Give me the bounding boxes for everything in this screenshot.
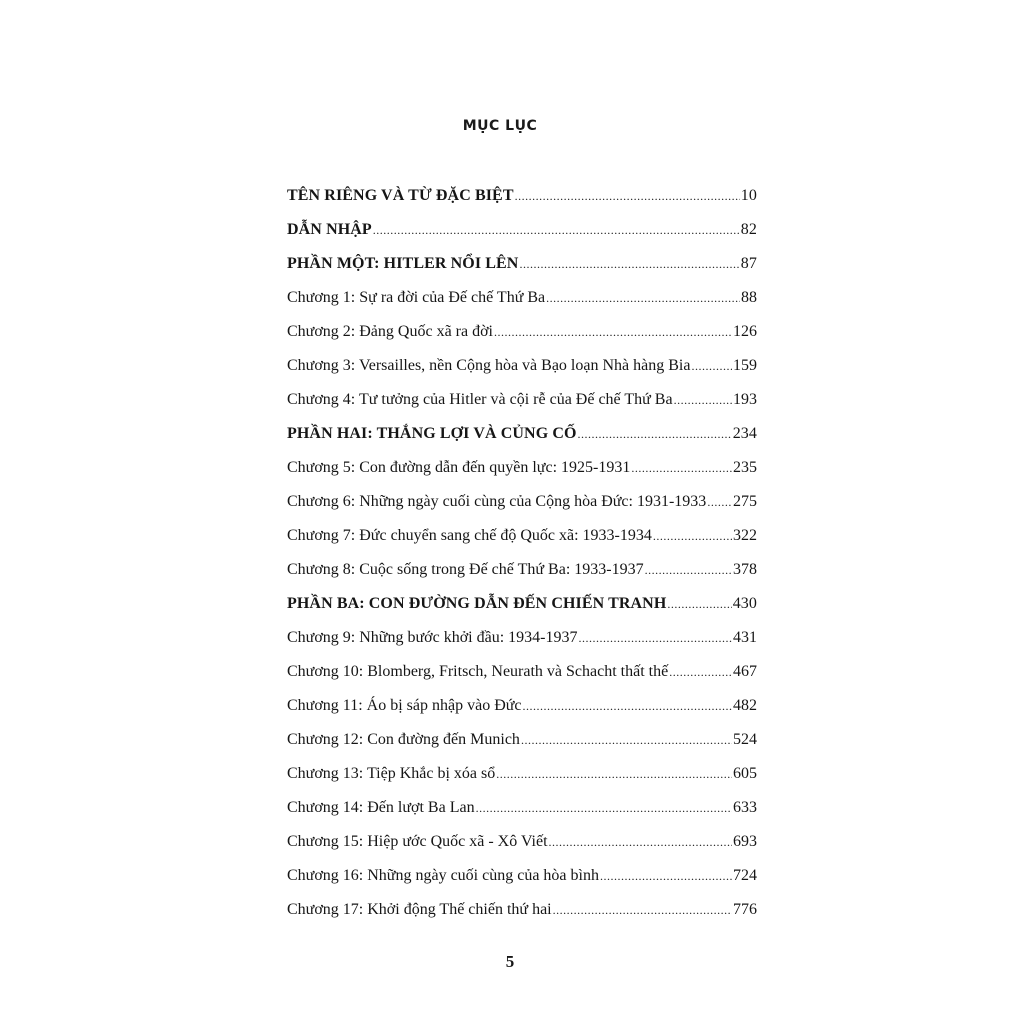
toc-entry-title: Chương 13: Tiệp Khắc bị xóa sổ <box>287 765 496 782</box>
toc-leader-dots <box>645 553 732 587</box>
table-of-contents <box>287 179 757 927</box>
toc-entry-title: Chương 4: Tư tưởng của Hitler và cội rễ của Đế chế Thứ Ba <box>287 391 673 408</box>
toc-entry <box>287 893 757 927</box>
toc-leader-dots <box>707 485 732 519</box>
toc-entry <box>287 859 757 893</box>
toc-entry-title: Chương 10: Blomberg, Fritsch, Neurath và Schacht thất thế <box>287 663 669 680</box>
toc-entry-page: 482 <box>733 697 757 714</box>
toc-entry-title: Chương 11: Áo bị sáp nhập vào Đức <box>287 697 522 714</box>
toc-entry-title: Chương 3: Versailles, nền Cộng hòa và Bạo loạn Nhà hàng Bia <box>287 357 691 374</box>
toc-entry-title: Chương 6: Những ngày cuối cùng của Cộng hòa Đức: 1931-1933 <box>287 493 707 510</box>
toc-entry <box>287 757 757 791</box>
toc-leader-dots <box>669 655 732 689</box>
toc-entry-page: 605 <box>733 765 757 782</box>
toc-entry-title: Chương 8: Cuộc sống trong Đế chế Thứ Ba: 1933-1937 <box>287 561 644 578</box>
toc-entry <box>287 553 757 587</box>
toc-entry-title: Chương 5: Con đường dẫn đến quyền lực: 1925-1931 <box>287 459 631 476</box>
page-number: 5 <box>505 952 515 971</box>
toc-entry-title: TÊN RIÊNG VÀ TỪ ĐẶC BIỆT <box>287 187 514 204</box>
toc-entry-page: 193 <box>733 391 757 408</box>
toc-entry-title: Chương 9: Những bước khởi đầu: 1934-1937 <box>287 629 578 646</box>
toc-entry-title: Chương 14: Đến lượt Ba Lan <box>287 799 475 816</box>
toc-leader-dots <box>553 893 732 927</box>
toc-entry-title: Chương 7: Đức chuyển sang chế độ Quốc xã: 1933-1934 <box>287 527 652 544</box>
toc-leader-dots <box>653 519 732 553</box>
toc-entry <box>287 281 757 315</box>
toc-entry-title: Chương 17: Khởi động Thế chiến thứ hai <box>287 901 552 918</box>
toc-leader-dots <box>674 383 732 417</box>
toc-entry <box>287 689 757 723</box>
toc-entry-page: 234 <box>732 425 757 442</box>
toc-entry-title: Chương 1: Sự ra đời của Đế chế Thứ Ba <box>287 289 546 306</box>
toc-leader-dots <box>578 417 732 451</box>
toc-entry <box>287 213 757 247</box>
toc-entry-title: Chương 2: Đảng Quốc xã ra đời <box>287 323 493 340</box>
toc-entry <box>287 179 757 213</box>
toc-leader-dots <box>579 621 733 655</box>
toc-leader-dots <box>519 247 739 281</box>
toc-entry <box>287 349 757 383</box>
toc-entry <box>287 315 757 349</box>
toc-entry <box>287 247 757 281</box>
toc-entry <box>287 825 757 859</box>
toc-entry-title: PHẦN MỘT: HITLER NỔI LÊN <box>287 255 519 272</box>
toc-entry <box>287 383 757 417</box>
toc-entry-page: 524 <box>733 731 757 748</box>
toc-entry <box>287 723 757 757</box>
toc-entry-page: 431 <box>733 629 757 646</box>
toc-entry-page: 82 <box>740 221 757 238</box>
toc-entry-page: 10 <box>740 187 757 204</box>
toc-entry-page: 430 <box>732 595 757 612</box>
toc-leader-dots <box>691 349 732 383</box>
toc-leader-dots <box>523 689 732 723</box>
toc-leader-dots <box>631 451 732 485</box>
toc-entry-title: PHẦN BA: CON ĐƯỜNG DẪN ĐẾN CHIẾN TRANH <box>287 595 667 612</box>
toc-entry <box>287 485 757 519</box>
toc-leader-dots <box>546 281 740 315</box>
toc-entry-page: 633 <box>733 799 757 816</box>
toc-leader-dots <box>549 825 732 859</box>
toc-entry-page: 693 <box>733 833 757 850</box>
toc-leader-dots <box>496 757 732 791</box>
toc-entry <box>287 587 757 621</box>
toc-entry-title: Chương 12: Con đường đến Munich <box>287 731 520 748</box>
toc-entry <box>287 519 757 553</box>
toc-leader-dots <box>521 723 732 757</box>
toc-entry-page: 322 <box>733 527 757 544</box>
toc-leader-dots <box>515 179 740 213</box>
toc-leader-dots <box>667 587 731 621</box>
toc-leader-dots <box>476 791 732 825</box>
toc-entry-page: 378 <box>733 561 757 578</box>
toc-entry-title: PHẦN HAI: THẮNG LỢI VÀ CỦNG CỐ <box>287 425 577 442</box>
toc-entry <box>287 791 757 825</box>
toc-entry <box>287 417 757 451</box>
toc-entry-page: 467 <box>733 663 757 680</box>
toc-entry-page: 724 <box>733 867 757 884</box>
toc-entry <box>287 451 757 485</box>
toc-entry-title: Chương 15: Hiệp ước Quốc xã - Xô Viết <box>287 833 548 850</box>
toc-entry <box>287 621 757 655</box>
toc-entry-page: 87 <box>740 255 757 272</box>
toc-entry-page: 126 <box>733 323 757 340</box>
toc-entry-page: 88 <box>741 289 757 306</box>
toc-entry <box>287 655 757 689</box>
toc-entry-title: Chương 16: Những ngày cuối cùng của hòa bình <box>287 867 599 884</box>
toc-entry-page: 776 <box>733 901 757 918</box>
toc-entry-page: 275 <box>733 493 757 510</box>
toc-entry-page: 235 <box>733 459 757 476</box>
toc-leader-dots <box>600 859 732 893</box>
toc-entry-title: DẪN NHẬP <box>287 221 372 238</box>
toc-leader-dots <box>494 315 732 349</box>
toc-entry-page: 159 <box>733 357 757 374</box>
page-title: MỤC LỤC <box>462 118 538 134</box>
toc-leader-dots <box>373 213 740 247</box>
